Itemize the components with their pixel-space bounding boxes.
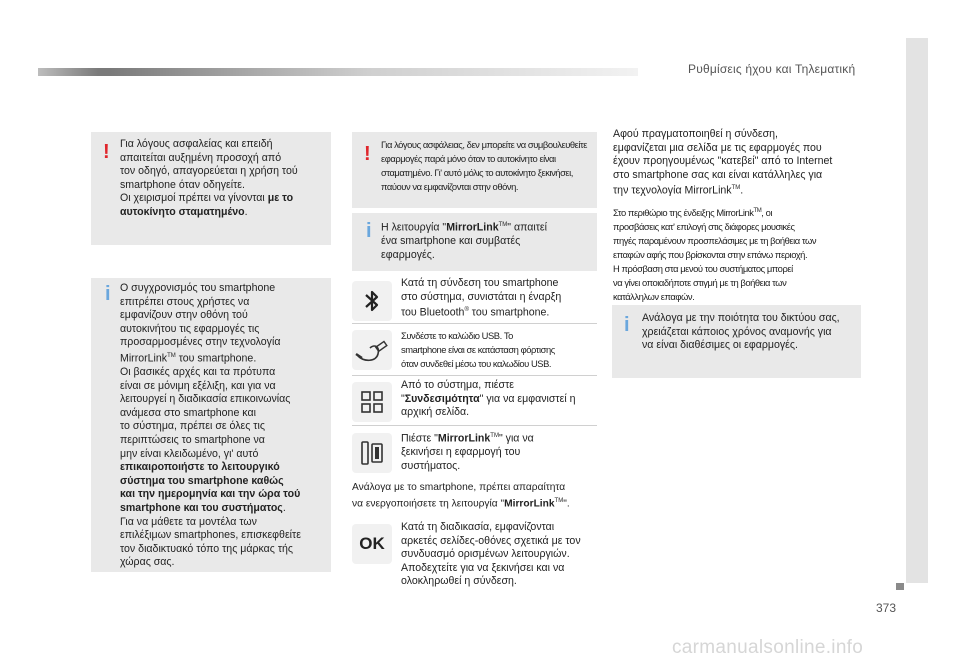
header-bar bbox=[38, 68, 638, 76]
connectivity-step-text: Από το σύστημα, πιέστε "Συνδεσιμότητα" για να εμφανιστεί η αρχική σελίδα. bbox=[401, 379, 576, 419]
info-icon: i bbox=[105, 283, 111, 305]
section-title: Ρυθμίσεις ήχου και Τηλεματική bbox=[688, 62, 856, 76]
divider bbox=[352, 375, 597, 376]
divider bbox=[352, 323, 597, 324]
ok-step-text: Κατά τη διαδικασία, εμφανίζονται αρκετές σελίδες-οθόνες σχετικά με τον συνδυασμό ορισμένων λειτουργιών. Αποδεχτείτε για να ξεκινήσει και να ολοκληρωθεί η σύνδεση. bbox=[401, 521, 581, 588]
watermark: carmanualsonline.info bbox=[672, 637, 864, 658]
network-info-box bbox=[612, 305, 861, 378]
safety-text: Για λόγους ασφαλείας και επειδή απαιτείται αυξημένη προσοχή από τον οδηγό, απαγορεύεται η χρήση τού smartphone όταν οδηγείτε. Οι χειρισμοί πρέπει να γίνονται με το αυτοκίνητο σταματημένο. bbox=[120, 138, 298, 218]
info-icon: i bbox=[366, 220, 372, 242]
display-warning-text: Για λόγους ασφάλειας, δεν μπορείτε να συμβουλευθείτε εφαρμογές παρά μόνο όταν το αυτοκίνητο είναι σταματημένο. Γι' αυτό μόλις το αυτοκίνητο ξεκινήσει, παύουν να εμφανίζονται στην οθόνη. bbox=[381, 139, 588, 192]
usb-step-text: Συνδέστε το καλώδιο USB. Το smartphone είναι σε κατάσταση φόρτισης όταν συνδεθεί μέσω του καλωδίου USB. bbox=[401, 330, 555, 369]
mirrorlink-requirement-box bbox=[352, 213, 597, 271]
usb-cable-icon bbox=[352, 330, 392, 370]
requirement-text: Η λειτουργία "MirrorLink™" απαιτεί ένα smartphone και συμβατές εφαρμογές. bbox=[381, 221, 547, 261]
info-icon: i bbox=[624, 314, 630, 336]
display-warning-box bbox=[352, 132, 597, 208]
divider bbox=[352, 425, 597, 426]
side-tab bbox=[906, 38, 928, 583]
warning-icon: ! bbox=[364, 143, 371, 165]
page-number: 373 bbox=[876, 601, 897, 615]
ok-button-icon: OK bbox=[352, 524, 392, 564]
page-marker bbox=[896, 583, 904, 590]
bluetooth-icon bbox=[352, 281, 392, 321]
safety-warning-box bbox=[91, 132, 331, 245]
sync-info-box bbox=[91, 278, 331, 572]
right-column-note: Στο περιθώριο της ένδειξης MirrorLink™, οι προσβάσεις κατ' επιλογή στις διάφορες μουσικές πηγές παραμένουν προσπελάσιμες με τη βοήθεια των επαφών αφής που βρίσκονται στην επάνω περιοχή. Η πρόσβαση στα μενού του συστήματος μπορεί να γίνει οποιαδήποτε στιγμή με τη βοήθεια των κατάλληλων επαφών. bbox=[613, 207, 817, 303]
mirrorlink-phone-icon bbox=[352, 433, 392, 473]
connectivity-grid-icon bbox=[352, 382, 392, 422]
right-column-text: Αφού πραγματοποιηθεί η σύνδεση, εμφανίζεται μια σελίδα με τις εφαρμογές που έχουν προηγουμένως "κατεβεί" από το Internet στο smartphone σας και είναι κατάλληλες για την τεχνολογία MirrorLink™. bbox=[613, 128, 833, 197]
activation-note: Ανάλογα με το smartphone, πρέπει απαραίτητα να ενεργοποιήσετε τη λειτουργία "MirrorLink™". bbox=[352, 482, 570, 509]
network-info-text: Ανάλογα με την ποιότητα του δικτύου σας, χρειάζεται κάποιος χρόνος αναμονής για να είναι διαθέσιμες οι εφαρμογές. bbox=[642, 312, 840, 352]
mirrorlink-step-text: Πιέστε "MirrorLink™" για να ξεκινήσει η εφαρμογή του συστήματος. bbox=[401, 432, 534, 472]
bluetooth-step-text: Κατά τη σύνδεση του smartphone στο σύστημα, συνιστάται η έναρξη του Bluetooth® του smartphone. bbox=[401, 277, 562, 319]
sync-text: Ο συγχρονισμός του smartphone επιτρέπει στους χρήστες να εμφανίζουν στην οθόνη τού αυτοκινήτου τις εφαρμογές τις προσαρμοσμένες στην τεχνολογία MirrorLink™ του smartphone. Οι βασικές αρχές και τα πρότυπα είναι σε μόνιμη εξέλιξη, και για να λειτουργεί η διαδικασία επικοινωνίας ανάμεσα στο smartphone και το σύστημα, πρέπει σε όλες τις περιπτώσεις το smartphone να μην είναι κλειδωμένο, γι' αυτό επικαιροποιήστε το λειτουργικό σύστημα του smartphone καθώς και την ημερομηνία και την ώρα τού smartphone και του συστήματος. Για να μάθετε τα μοντέλα των επιλέξιμων smartphones, επισκεφθείτε τον διαδικτυακό τόπο της μάρκας τής χώρας σας. bbox=[120, 282, 301, 569]
warning-icon: ! bbox=[103, 141, 110, 163]
